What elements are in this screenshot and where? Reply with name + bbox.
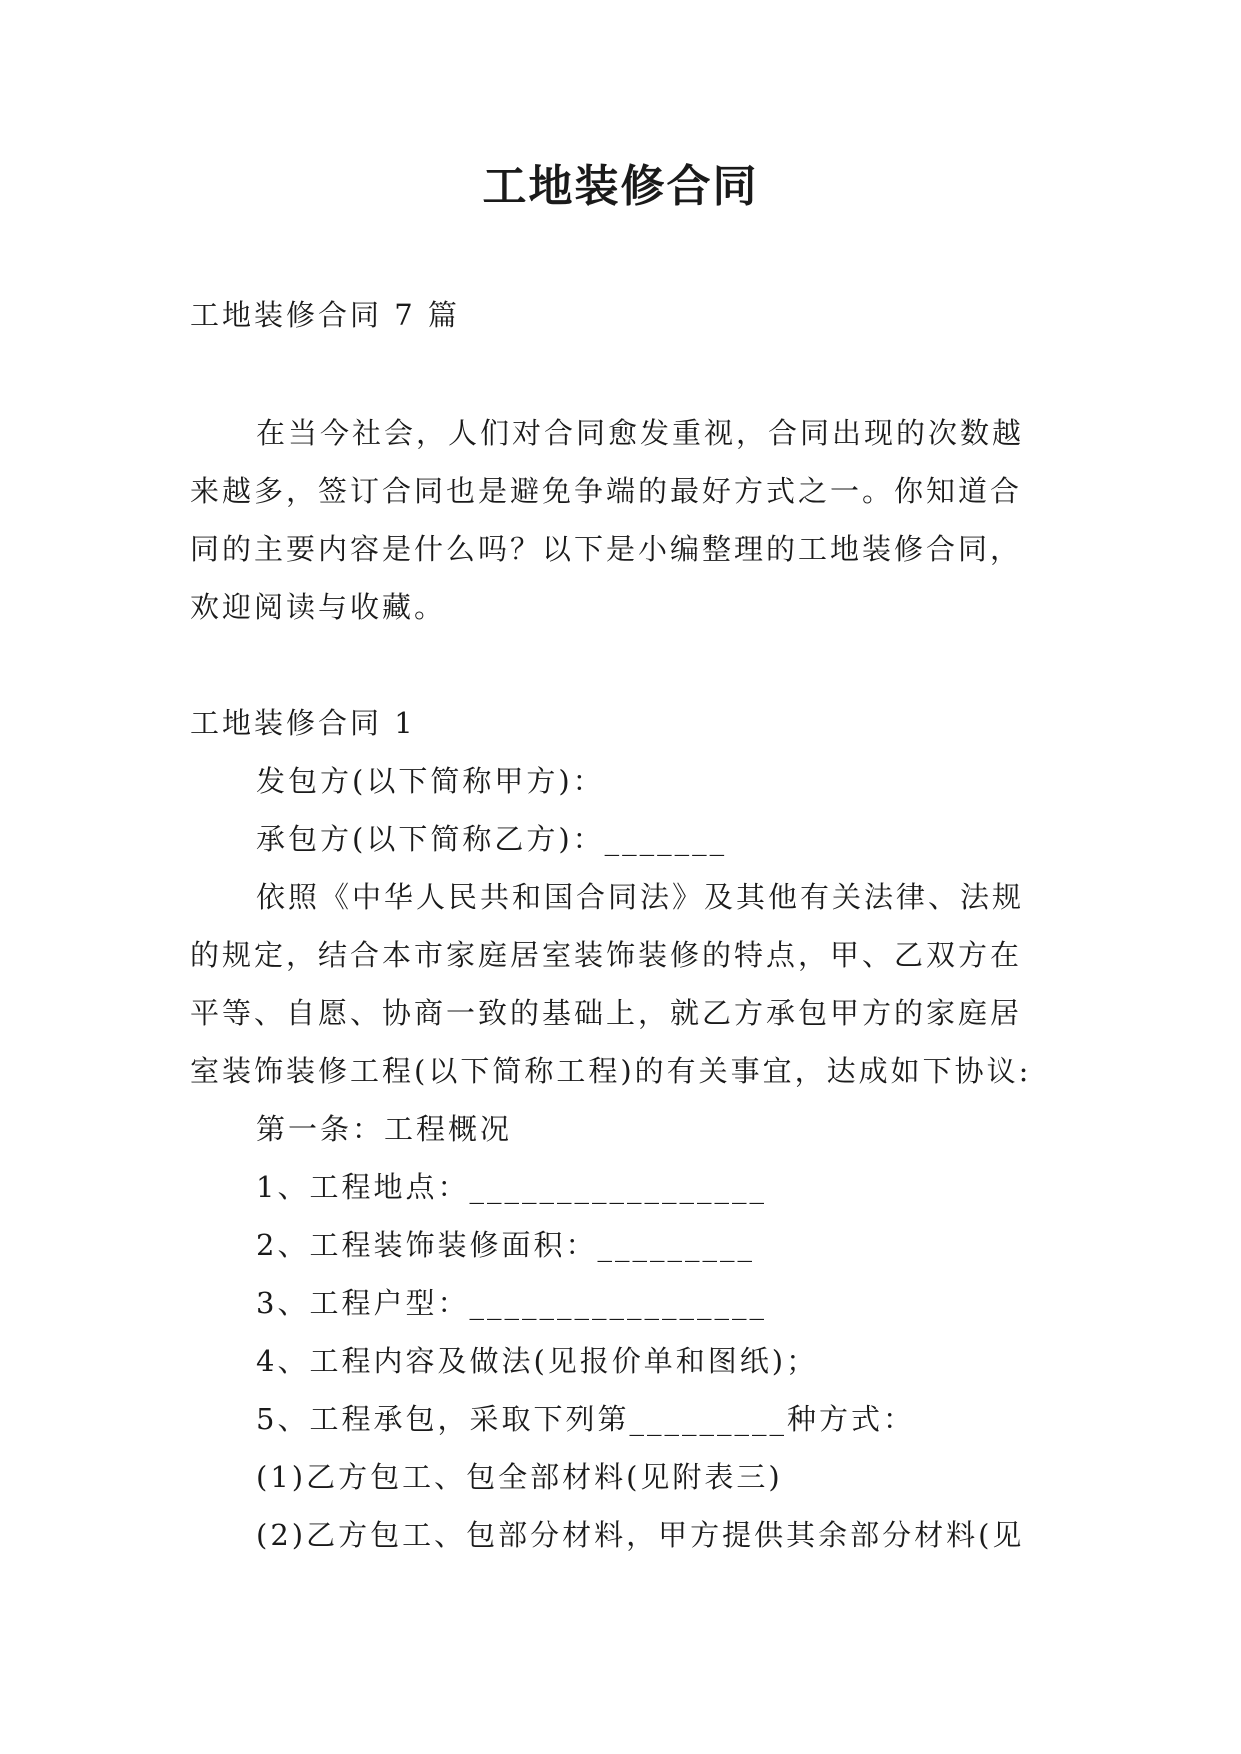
preamble-line: 依照《中华人民共和国合同法》及其他有关法律、法规 xyxy=(256,880,1025,914)
clause-line: 3、工程户型：_________________ xyxy=(256,1286,767,1320)
document-subtitle xyxy=(190,291,1052,339)
document-title: 工地装修合同 xyxy=(482,161,759,212)
preamble-line: 室装饰装修工程(以下简称工程)的有关事宜，达成如下协议: xyxy=(190,1054,1032,1088)
intro-line: 在当今社会，人们对合同愈发重视，合同出现的次数越 xyxy=(256,416,1025,450)
section-heading: 工地装修合同 1 xyxy=(190,706,416,740)
preamble-line: 的规定，结合本市家庭居室装饰装修的特点，甲、乙双方在 xyxy=(190,938,1023,972)
contract-body xyxy=(190,694,1052,1564)
subtitle-line: 工地装修合同 7 篇 xyxy=(190,298,460,332)
intro-line: 同的主要内容是什么吗？以下是小编整理的工地装修合同， xyxy=(190,532,1023,566)
option-line: (2)乙方包工、包部分材料，甲方提供其余部分材料(见 xyxy=(256,1518,1025,1552)
preamble-line: 平等、自愿、协商一致的基础上，就乙方承包甲方的家庭居 xyxy=(190,996,1023,1030)
article-heading: 第一条：工程概况 xyxy=(256,1112,513,1146)
clause-line: 4、工程内容及做法(见报价单和图纸)； xyxy=(256,1344,819,1378)
clause-line: 5、工程承包，采取下列第_________种方式： xyxy=(256,1402,915,1436)
party-b-line: 承包方(以下简称乙方)：_______ xyxy=(256,822,728,856)
party-a-line: 发包方(以下简称甲方)： xyxy=(256,764,605,798)
intro-line: 欢迎阅读与收藏。 xyxy=(190,590,447,624)
intro-paragraph xyxy=(190,404,1052,636)
clause-line: 1、工程地点：_________________ xyxy=(256,1170,767,1204)
intro-line: 来越多，签订合同也是避免争端的最好方式之一。你知道合 xyxy=(190,474,1023,508)
option-line: (1)乙方包工、包全部材料(见附表三) xyxy=(256,1460,783,1494)
clause-line: 2、工程装饰装修面积：_________ xyxy=(256,1228,755,1262)
